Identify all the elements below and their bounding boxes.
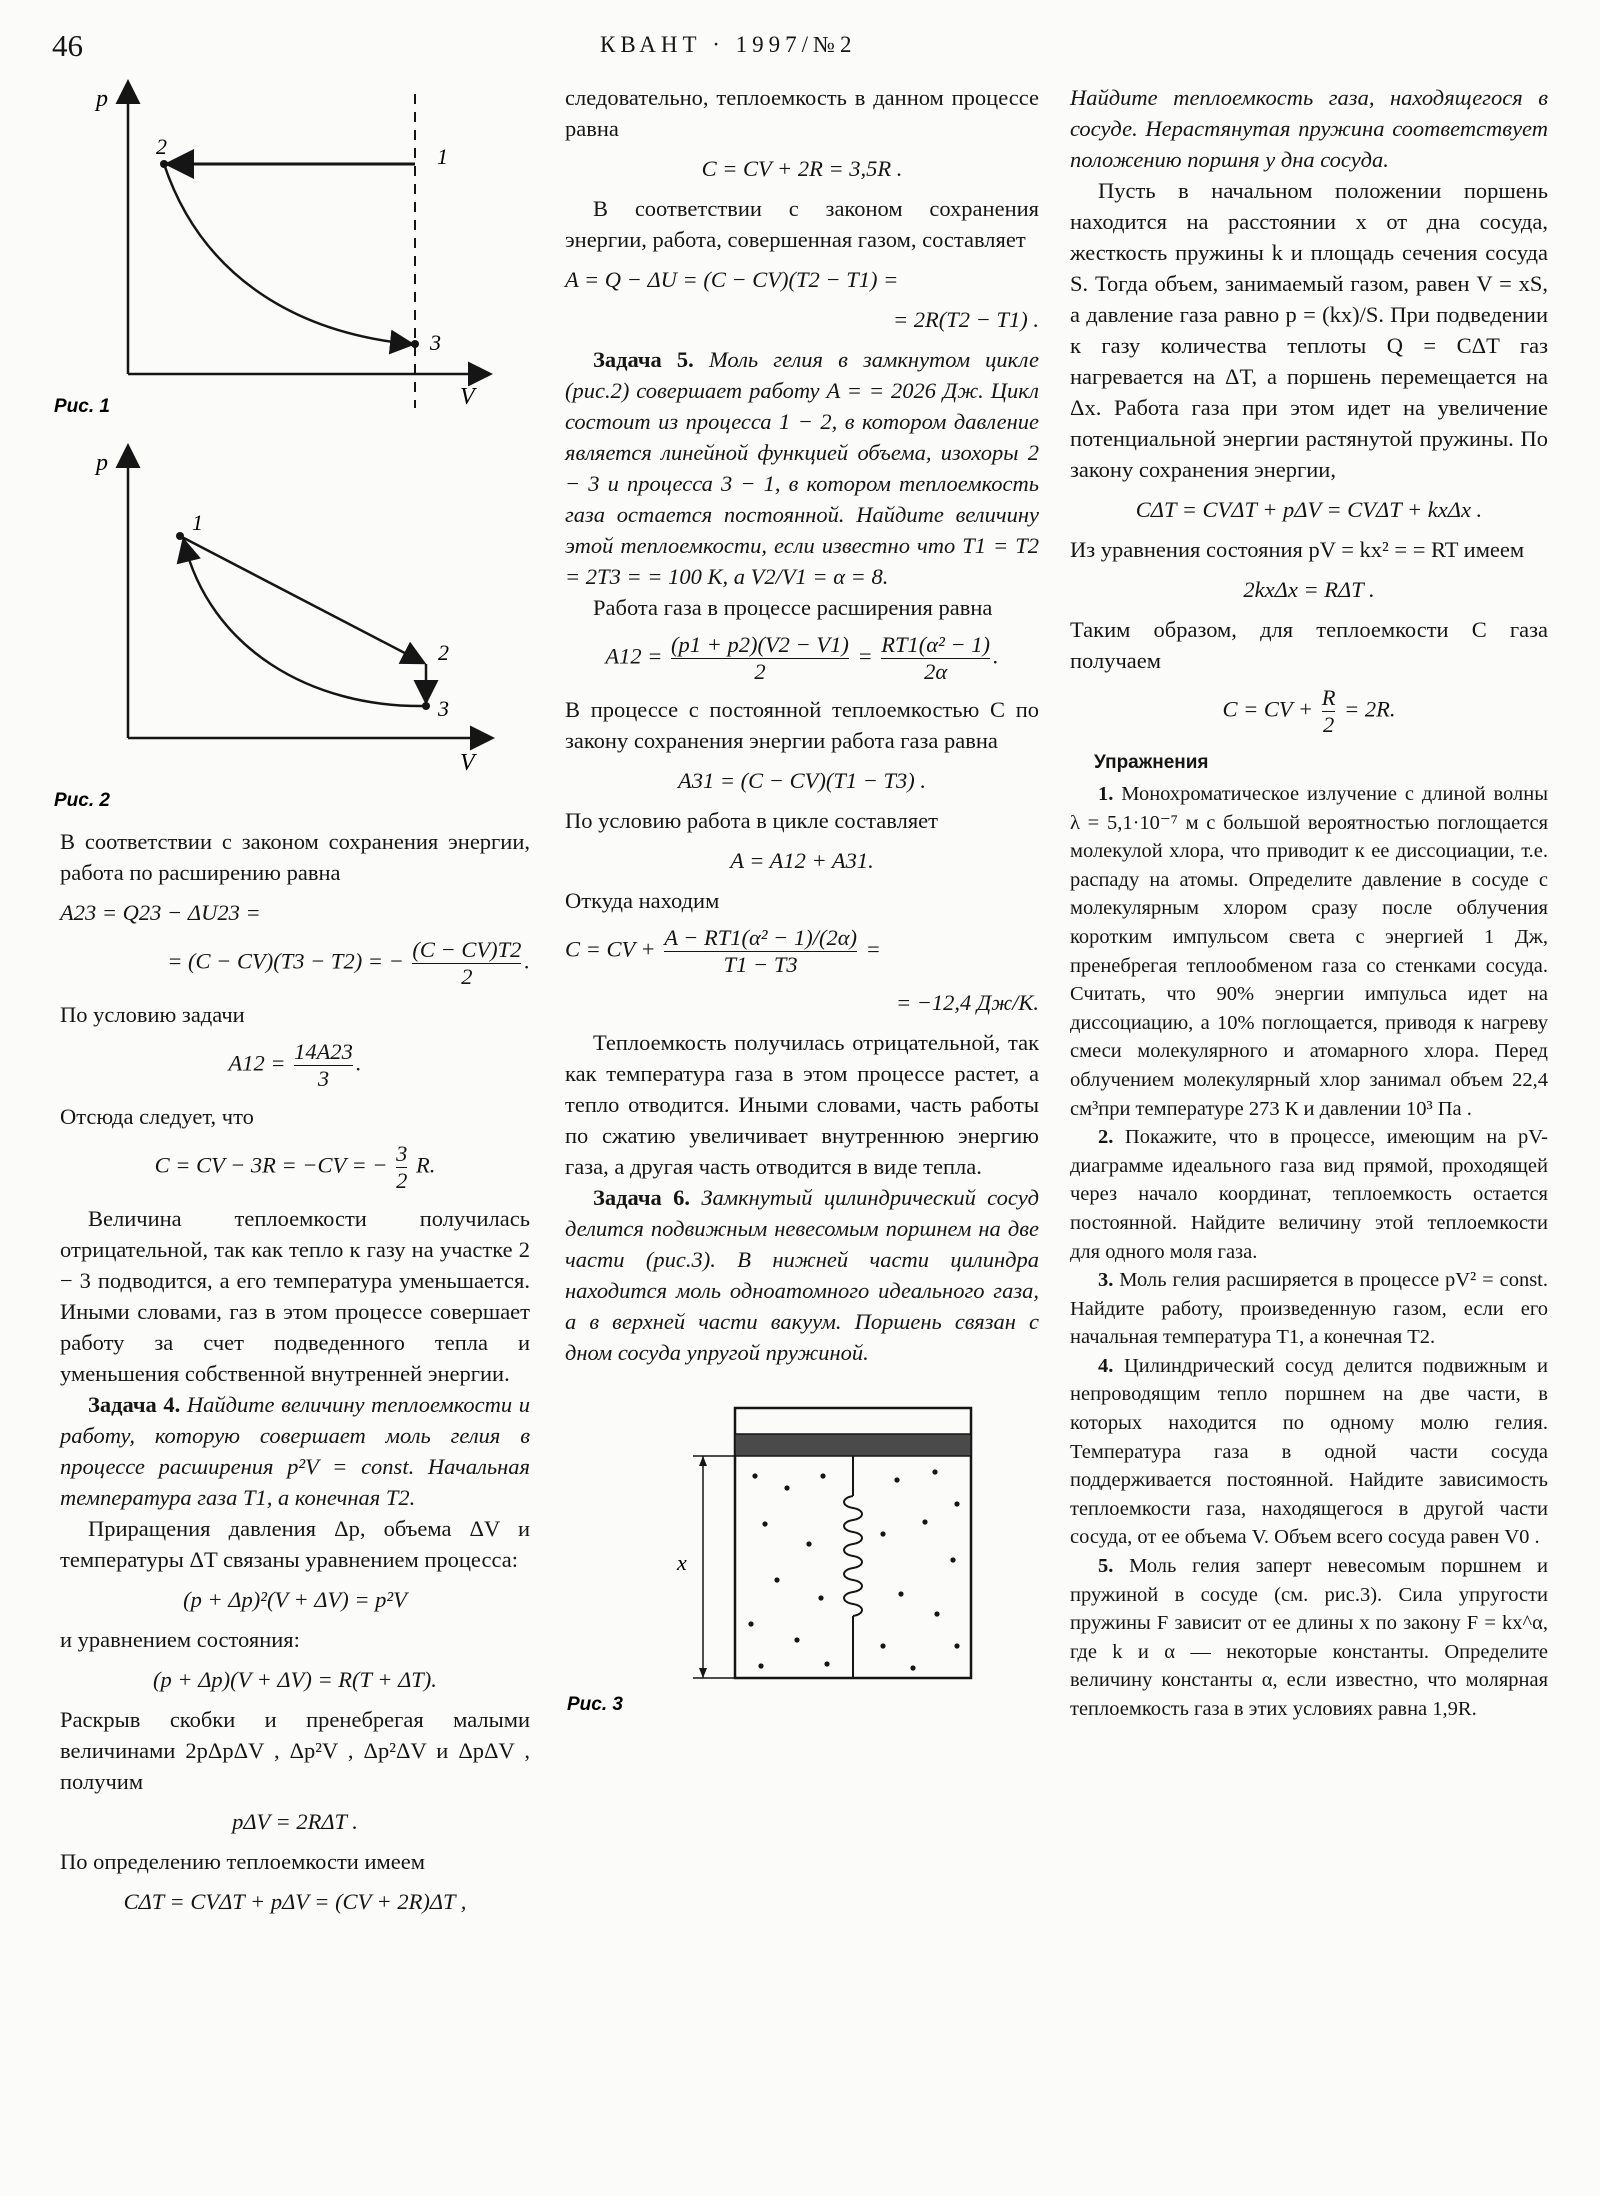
column-2 <box>565 82 1039 1724</box>
fig2-v-label: V <box>460 750 475 776</box>
c3-p1: Пусть в начальном положении поршень находится на расстоянии x от дна сосуда, жесткость пружины k и площадь сечения сосуда S. Тогда объем, занимаемый газом, равен V = xS, а давление газа равно p = (kx)/S. При подведении к газу количества теплоты Q = CΔT газ нагревается на ΔT, а поршень перемещается на Δx. Работа газа при этом идет на увеличение потенциальной энергии растянутой пружины. По закону сохранения энергии, <box>1070 178 1548 482</box>
fig1-caption: Рис. 1 <box>54 396 110 417</box>
c1-p6: и уравнением состояния: <box>60 1627 300 1652</box>
fig2-process-1-2 <box>180 536 422 662</box>
c1-p7: Раскрыв скобки и пренебрегая малыми величинами 2pΔpΔV , Δp²V , Δp²ΔV и ΔpΔV , получим <box>60 1707 530 1794</box>
c2-p1: следовательно, теплоемкость в данном процессе равна <box>565 85 1039 141</box>
figure-3 <box>565 1384 1039 1724</box>
exercise-5: 5. Моль гелия заперт невесомым поршнем и пружиной в сосуде (см. рис.3). Сила упругости пружины F зависит от ее длины x по закону F = kx^α, где k и α — некоторые константы. Определите величину константы α, если известно, что молярная теплоемкость газа в этих условиях равна 1,9R. <box>1070 1555 1549 1720</box>
fig3-x-label: x <box>677 1550 687 1575</box>
column-1 <box>54 82 531 1926</box>
spring <box>844 1496 862 1616</box>
c1-p2: По условию задачи <box>60 1002 245 1027</box>
c2-eq3: = 2R(T2 − T1) . <box>893 307 1039 332</box>
fig1-point-2 <box>160 160 168 168</box>
task4-label: Задача 4. <box>88 1392 181 1417</box>
fig2-caption: Рис. 2 <box>54 790 110 811</box>
exercise-1: 1. Монохроматическое излучение с длиной волны λ = 5,1·10⁻⁷ м с большой вероятностью поглощается молекулой хлора, что приводит к ее диссоциации, т.е. распаду на атомы. Определите давление в сосуде с молекулярным хлором сразу после облучения коротким импульсом света с энергией 1 Дж, пренебрегая теплообменом газа со стенками сосуда. Считать, что 90% энергии импульса идет на диссоциацию, а 10% поглощается, приводя к нагреву смеси молекулярного и атомарного хлора. Перед облучением молекулярный хлор занимал объем 22,4 см³при температуре 273 К и давлении 10³ Па . <box>1070 783 1548 1120</box>
c1-eq2: = (C − CV)(T3 − T2) = − $\frac{(C - CV)T2}{2}$ . <box>167 937 530 989</box>
c2-p6: Откуда находим <box>565 888 720 913</box>
c1-eq1: A23 = Q23 − ΔU23 = <box>60 900 261 925</box>
c3-eq3: C = CV + $\frac{R}{2}$ = 2R. <box>1222 685 1396 737</box>
c1-p4: Величина теплоемкости получилась отрицательной, так как тепло к газу на участке 2 − 3 подводится, а его температура уменьшается. Иными словами, газ в этом процессе совершает работу за счет подведенного тепла и уменьшения собственной внутренней энергии. <box>60 1206 530 1386</box>
exercises-heading: Упражнения <box>1094 752 1209 773</box>
fig2-label-3: 3 <box>438 696 449 721</box>
fig1-process-2-3 <box>164 164 410 344</box>
figure-1 <box>54 82 530 422</box>
c2-eq2: A = Q − ΔU = (C − CV)(T2 − T1) = <box>565 267 899 292</box>
exercise-2: 2. Покажите, что в процессе, имеющим на pV-диаграмме идеального газа вид прямой, проходящей через начало координат, теплоемкость остается постоянной. Найдите величину этой теплоемкости для одного моля газа. <box>1070 1126 1548 1263</box>
c2-p3: Работа газа в процессе расширения равна <box>593 595 993 620</box>
c2-p7: Теплоемкость получилась отрицательной, так как температура газа в этом процессе растет, а тепло отводится. Иными словами, часть работы по сжатию увеличивает внутреннюю энергию газа, а другая часть отводится в виде тепла. <box>565 1030 1039 1179</box>
c3-eq1: CΔT = CVΔT + pΔV = CVΔT + kxΔx . <box>1135 497 1483 522</box>
exercise-3: 3. Моль гелия расширяется в процессе pV² = const. Найдите работу, произведенную газом, если его начальная температура T1, а конечная T2. <box>1070 1269 1548 1349</box>
task6-label: Задача 6. <box>593 1185 690 1210</box>
fig1-label-1: 1 <box>437 144 448 169</box>
exercise-4: 4. Цилиндрический сосуд делится подвижным и непроводящим тепло поршнем на две части, в которых находится по одному молю гелия. Температура газа в одной части сосуда поддерживается постоянной. Найдите зависимость теплоемкости газа, находящегося в другой части сосуда, от ее объема V. Объем всего сосуда равен V0 . <box>1070 1354 1549 1549</box>
c2-eq5: A31 = (C − CV)(T1 − T3) . <box>677 768 927 793</box>
c1-task4: Задача 4. Найдите величину теплоемкости и работу, которую совершает моль гелия в процессе расширения p²V = const. Начальная температура газа T1, а конечная T2. <box>60 1392 531 1510</box>
c3-p3: Таким образом, для теплоемкости C газа получаем <box>1070 617 1548 673</box>
c1-p8: По определению теплоемкости имеем <box>60 1849 425 1874</box>
c1-eq8: CΔT = CVΔT + pΔV = (CV + 2R)ΔT , <box>123 1889 467 1914</box>
fig1-point-3 <box>411 340 419 348</box>
c3-task6-cont: Найдите теплоемкость газа, находящегося в сосуде. Нерастянутая пружина соответствует положению поршня у дна сосуда. <box>1070 85 1548 172</box>
c2-eq4: A12 = $\frac{(p1 + p2)(V2 - V1)}{2}$ = $\frac{\text{RT1(α² − 1)}}{2\alpha}$ . <box>605 632 999 684</box>
c1-eq6: (p + Δp)(V + ΔV) = R(T + ΔT). <box>153 1667 437 1692</box>
c2-eq8: = −12,4 Дж/К. <box>895 990 1039 1015</box>
c3-eq2: 2kxΔx = RΔT . <box>1243 577 1375 602</box>
c3-p2: Из уравнения состояния pV = kx² = = RT имеем <box>1070 537 1525 562</box>
c1-p1: В соответствии с законом сохранения энергии, работа по расширению равна <box>60 829 530 885</box>
c2-task6: Задача 6. Замкнутый цилиндрический сосуд делится подвижным невесомым поршнем на две части (рис.3). В нижней части цилиндра находится моль одноатомного идеального газа, а в верхней части вакуум. Поршень связан с дном сосуда упругой пружиной. <box>565 1185 1039 1365</box>
c2-eq6: A = A12 + A31. <box>730 848 874 873</box>
fig1-p-label: p <box>96 86 108 112</box>
c2-p4: В процессе с постоянной теплоемкостью C по закону сохранения энергии работа газа равна <box>565 697 1039 753</box>
column-3 <box>1070 82 1548 1724</box>
c1-p3: Отсюда следует, что <box>60 1104 254 1129</box>
c1-eq3: A12 = $\frac{14A23}{3}$ . <box>228 1039 362 1091</box>
task5-label: Задача 5. <box>593 347 694 372</box>
fig2-point-1 <box>176 532 184 540</box>
c1-eq4: C = CV − 3R = −CV = − $\frac{3}{2}$ R. <box>154 1141 436 1193</box>
fig1-label-3: 3 <box>430 330 441 355</box>
fig1-v-label: V <box>460 384 475 410</box>
fig2-point-3 <box>422 702 430 710</box>
fig2-label-2: 2 <box>438 640 449 665</box>
figure-2 <box>54 418 530 818</box>
c2-p2: В соответствии с законом сохранения энергии, работа, совершенная газом, составляет <box>565 196 1039 252</box>
c1-eq5: (p + Δp)²(V + ΔV) = p²V <box>183 1587 407 1612</box>
fig2-label-1: 1 <box>192 510 203 535</box>
page-number: 46 <box>52 28 83 63</box>
fig2-process-3-1 <box>184 542 426 706</box>
c2-task5: Задача 5. Моль гелия в замкнутом цикле (рис.2) совершает работу A = = 2026 Дж. Цикл состоит из процесса 1 − 2, в котором давление является линейной функцией объема, изохоры 2 − 3 и процесса 3 − 1, в котором теплоемкость газа остается постоянной. Найдите величину этой теплоемкости, если известно что T1 = T2 = 2T3 = = 100 K, а V2/V1 = α = 8. <box>565 347 1040 589</box>
c2-p5: По условию работа в цикле составляет <box>565 808 938 833</box>
c1-eq7: pΔV = 2RΔT . <box>232 1809 358 1834</box>
c2-eq1: C = CV + 2R = 3,5R . <box>701 156 903 181</box>
piston <box>735 1434 971 1456</box>
c1-p5: Приращения давления Δp, объема ΔV и температуры ΔT связаны уравнением процесса: <box>60 1516 530 1572</box>
running-head: КВАНТ · 1997/№2 <box>600 32 857 57</box>
fig1-label-2: 2 <box>156 134 167 159</box>
fig2-p-label: p <box>96 450 108 476</box>
c2-eq7: C = CV + $\frac{\text{A − RT1(α² − 1)/(2α)}}{T1 - T3}$ = <box>565 925 881 977</box>
fig3-caption: Рис. 3 <box>567 1694 623 1715</box>
